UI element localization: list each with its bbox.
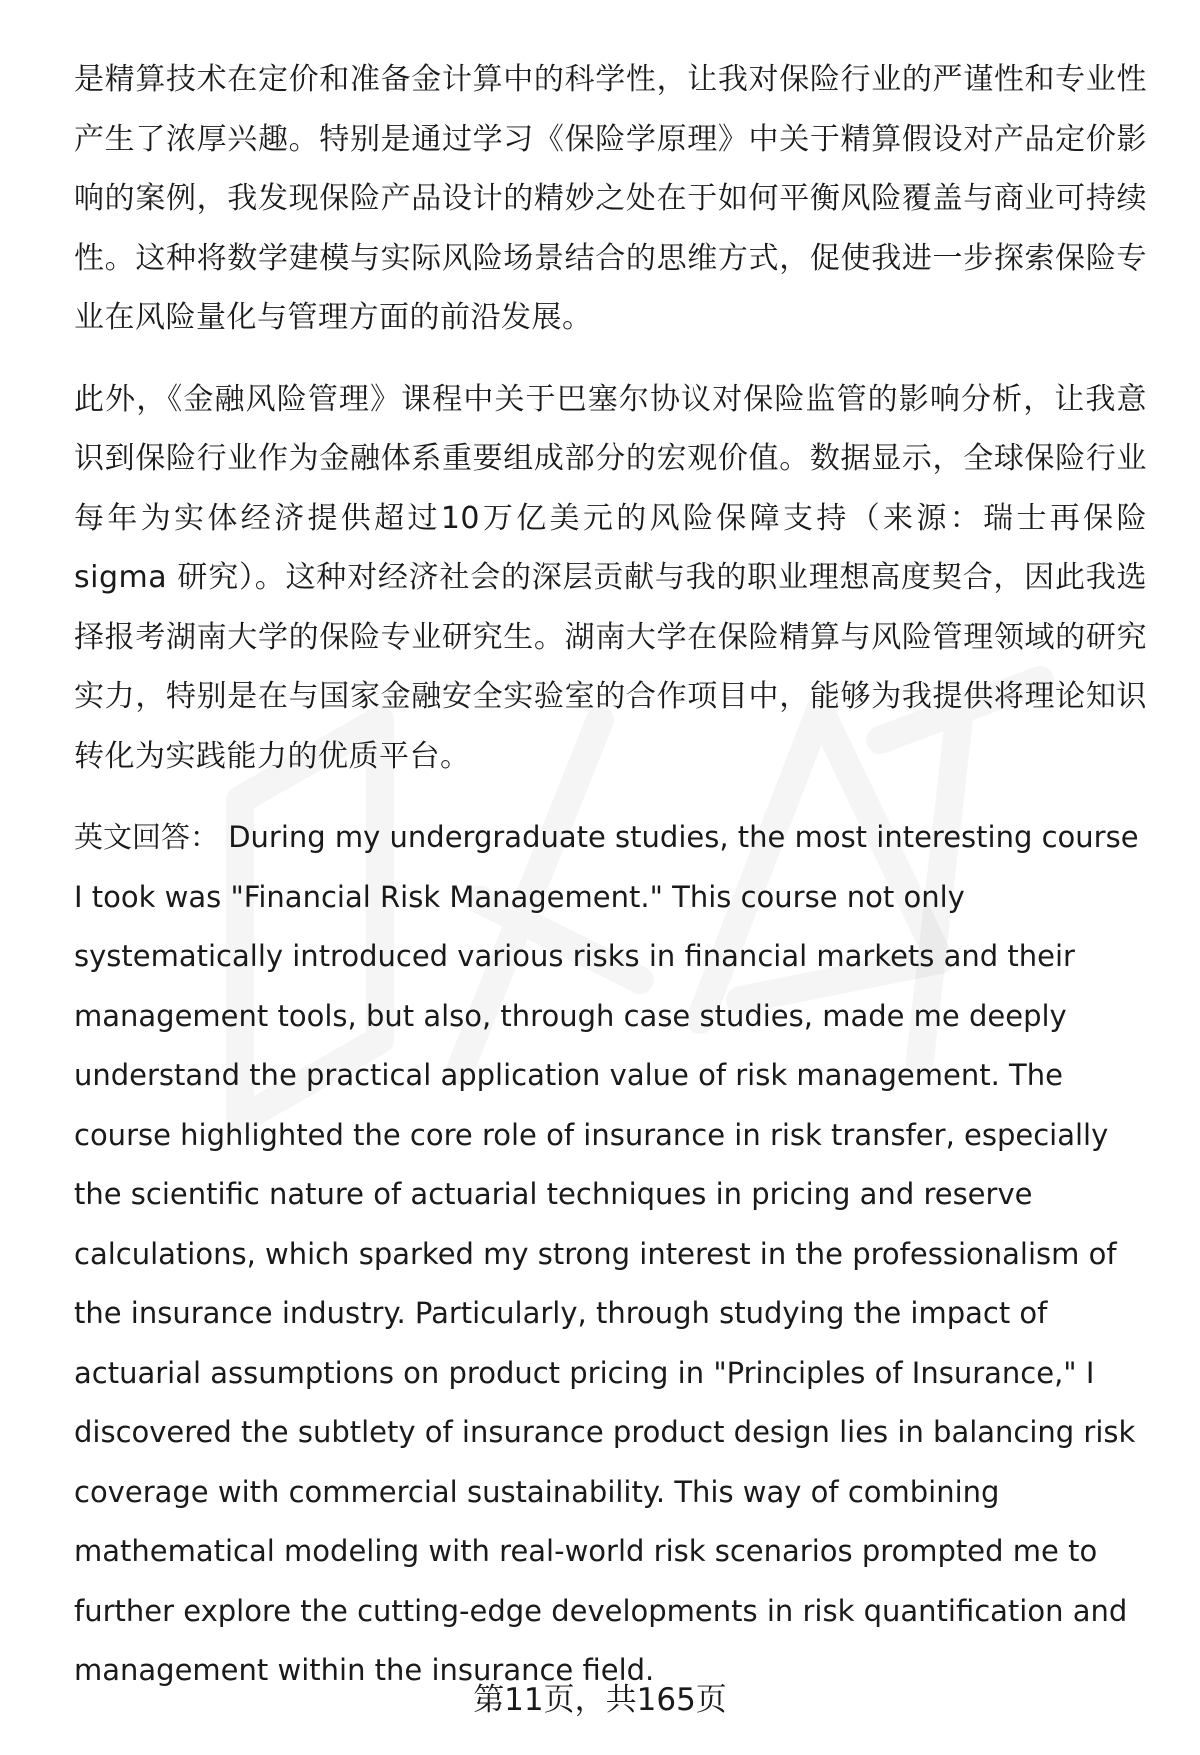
document-body: [74, 50, 1147, 1701]
paragraph-english-answer: 英文回答： During my undergraduate studies, the most interesting course I took was "Financial Risk Management." This course not only systematically introduced various risks in financial markets and their management tools, but also, through case studies, made me deeply understand the practical application value of risk management. The course highlighted the core role of insurance in risk transfer, especially the scientific nature of actuarial techniques in pricing and reserve calculations, which sparked my strong interest in the professionalism of the insurance industry. Particularly, through studying the impact of actuarial assumptions on product pricing in "Principles of Insurance," I discovered the subtlety of insurance product design lies in balancing risk coverage with commercial sustainability. This way of combining mathematical modeling with real-world risk scenarios prompted me to further explore the cutting-edge developments in risk quantification and management within the insurance field.: [74, 820, 1139, 1687]
paragraph-financial-risk-course: 此外，《金融风险管理》课程中关于巴塞尔协议对保险监管的影响分析，让我意识到保险行业作为金融体系重要组成部分的宏观价值。数据显示，全球保险行业每年为实体经济提供超过10万亿美元的风险保障支持（来源：瑞士再保险 sigma 研究）。这种对经济社会的深层贡献与我的职业理想高度契合，因此我选择报考湖南大学的保险专业研究生。湖南大学在保险精算与风险管理领域的研究实力，特别是在与国家金融安全实验室的合作项目中，能够为我提供将理论知识转化为实践能力的优质平台。: [74, 381, 1147, 774]
paragraph-actuarial-interest: 是精算技术在定价和准备金计算中的科学性，让我对保险行业的严谨性和专业性产生了浓厚兴趣。特别是通过学习《保险学原理》中关于精算假设对产品定价影响的案例，我发现保险产品设计的精妙之处在于如何平衡风险覆盖与商业可持续性。这种将数学建模与实际风险场景结合的思维方式，促使我进一步探索保险专业在风险量化与管理方面的前沿发展。: [74, 62, 1147, 335]
page-number-footer: 第11页，共165页: [473, 1682, 727, 1718]
